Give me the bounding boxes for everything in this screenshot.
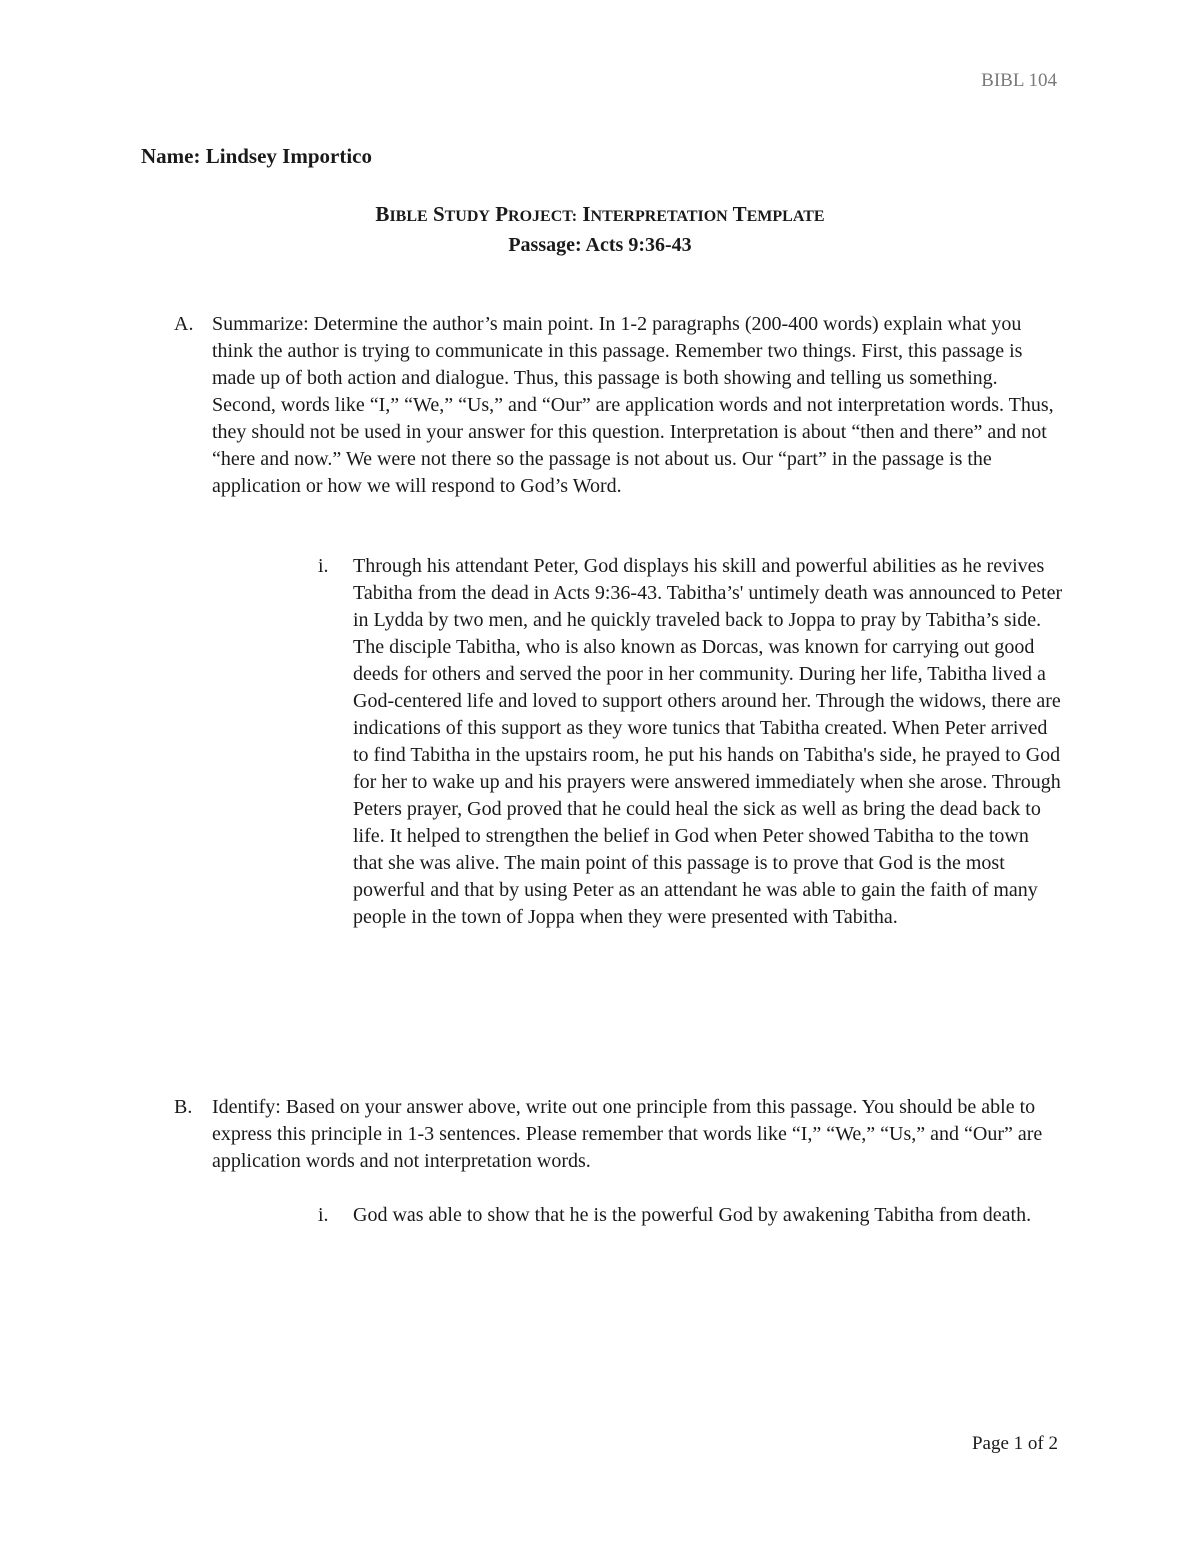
section-b-answer <box>318 1202 1063 1229</box>
title-word-5-rest: EMPLATE <box>746 208 825 225</box>
title-word-3-rest: ROJECT: <box>508 208 578 225</box>
title-word-1-cap: B <box>375 202 390 226</box>
section-a-answer <box>318 553 1063 931</box>
title-word-3-cap: P <box>495 202 509 226</box>
title-word-4-rest: NTERPRETATION <box>590 208 728 225</box>
passage-reference: Passage: Acts 9:36-43 <box>508 234 692 256</box>
section-b <box>174 1094 1064 1175</box>
section-a-answer-text: Through his attendant Peter, God displays his skill and powerful abilities as he revives Tabitha from the dead in Acts 9:36-43. Tabitha’s' untimely death was announced to Peter in Lydda by two men, and he quickly traveled back to Joppa to pray by Tabitha’s side. The disciple Tabitha, who is also known as Dorcas, was known for carrying out good deeds for others and served the poor in her community. During her life, Tabitha lived a God-centered life and loved to support others around her. Through the widows, there are indications of this support as they wore tunics that Tabitha created. When Peter arrived to find Tabitha in the upstairs room, he put his hands on Tabitha's side, he prayed to God for her to wake up and his prayers were answered immediately when she arose. Through Peters prayer, God proved that he could heal the sick as well as bring the dead back to life. It helped to strengthen the belief in God when Peter showed Tabitha to the town that she was alive. The main point of this passage is to prove that God is the most powerful and that by using Peter as an attendant he was able to gain the faith of many people in the town of Joppa when they were presented with Tabitha. <box>353 555 1063 928</box>
page-number: Page 1 of 2 <box>971 1433 1058 1454</box>
student-name: Name: Lindsey Importico <box>141 144 372 168</box>
section-b-prompt: Identify: Based on your answer above, write out one principle from this passage. You should be able to express this principle in 1-3 sentences. Please remember that words like “I,” “We,” “Us,” and “Our” are application words and not interpretation words. <box>212 1096 1043 1172</box>
title-block <box>0 200 1200 259</box>
section-a <box>174 311 1064 500</box>
course-code-header: BIBL 104 <box>981 70 1057 91</box>
title-word-2-cap: S <box>432 202 445 226</box>
title-word-4-cap: I <box>582 202 591 226</box>
document-title <box>0 200 1200 231</box>
section-b-answer-text: God was able to show that he is the powerful God by awakening Tabitha from death. <box>353 1204 1032 1226</box>
section-b-letter: B. <box>174 1096 193 1118</box>
section-a-answer-marker: i. <box>318 555 329 577</box>
section-a-prompt: Summarize: Determine the author’s main point. In 1-2 paragraphs (200-400 words) explain what you think the author is trying to communicate in this passage. Remember two things. First, this passage is made up of both action and dialogue. Thus, this passage is both showing and telling us something. Second, words like “I,” “We,” “Us,” and “Our” are application words and not interpretation words. Thus, they should not be used in your answer for this question. Interpretation is about “then and there” and not “here and now.” We were not there so the passage is not about us. Our “part” in the passage is the application or how we will respond to God’s Word. <box>212 313 1054 497</box>
title-word-2-rest: TUDY <box>444 208 490 225</box>
section-a-letter: A. <box>174 313 194 335</box>
section-b-answer-marker: i. <box>318 1204 329 1226</box>
title-word-1-rest: IBLE <box>389 208 428 225</box>
title-word-5-cap: T <box>732 202 747 226</box>
